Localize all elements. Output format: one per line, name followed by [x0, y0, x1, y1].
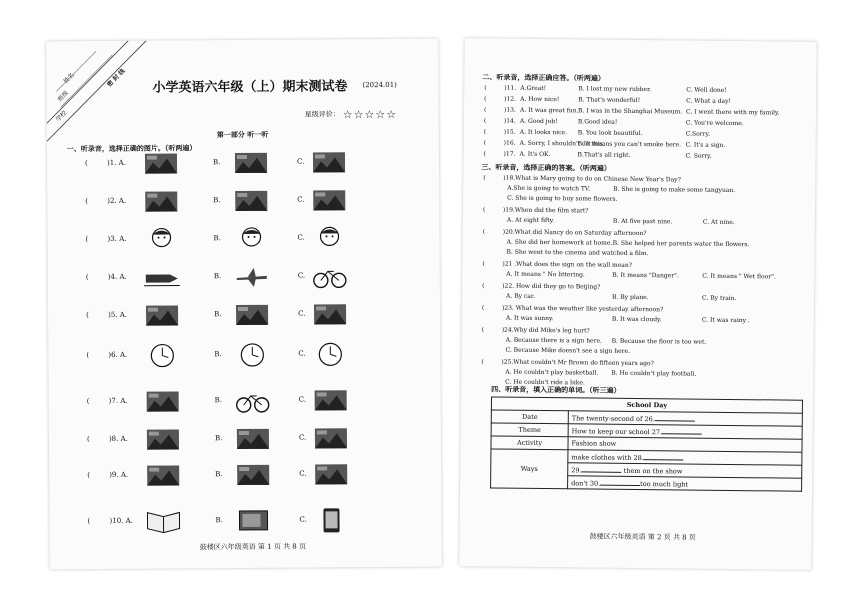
star-icon[interactable]: ☆: [342, 108, 353, 122]
answer-bracket[interactable]: (: [482, 260, 485, 268]
answer-option: B. Because the floor is too wet.: [611, 337, 707, 346]
option-b-label: B.: [213, 234, 221, 243]
painting-picture: [233, 188, 269, 218]
exam-title: 小学英语六年级（上）期末测试卷: [152, 79, 348, 96]
option-b: B. That's wonderful!: [578, 96, 641, 105]
answer-option: A. Because there is a sign here.: [505, 336, 602, 345]
answer-option: A. He couldn't play basketball.: [505, 368, 599, 377]
question-number: )12.: [504, 95, 517, 103]
class-label: 班级: [56, 89, 70, 104]
city-skyline-picture: [143, 150, 179, 180]
table-value: How to keep our school 27.: [571, 426, 663, 436]
way-suffix: too much light: [640, 479, 689, 489]
star-icon[interactable]: ☆: [364, 108, 375, 122]
table-label: Theme: [491, 423, 568, 437]
clock-picture: [144, 342, 180, 372]
star-icon[interactable]: ☆: [353, 108, 364, 122]
answer-bracket[interactable]: (: [84, 159, 88, 168]
option-c-label: C.: [299, 469, 307, 478]
picture-question: [48, 341, 440, 378]
table-label: Activity: [491, 436, 568, 450]
answer-option: A. At eight fifty.: [506, 216, 555, 225]
answer-bracket[interactable]: (: [484, 95, 487, 103]
option-c: C. I went there with my family.: [685, 108, 780, 117]
answer-bracket[interactable]: (: [86, 311, 89, 320]
reading-kids-picture: [143, 188, 179, 218]
option-a: A. It was great fun.: [519, 106, 579, 115]
question-number: )16.: [503, 139, 516, 147]
option-c-label: C.: [299, 515, 307, 524]
people-picture: [145, 388, 181, 418]
picture-question: [48, 301, 440, 338]
option-a: A. It looks nice.: [519, 128, 568, 137]
answer-option: B. He couldn't play football.: [611, 369, 697, 378]
answer-option: C. Because Mike doesn't see a sign here.: [505, 346, 631, 355]
pattern-picture: [234, 302, 270, 332]
option-c: C.Sorry.: [685, 130, 711, 138]
answer-bracket[interactable]: (: [483, 139, 487, 147]
option-c-label: C.: [298, 349, 306, 358]
answer-bracket[interactable]: (: [482, 228, 486, 236]
option-b-label: B.: [214, 310, 222, 319]
option-c-label: C.: [296, 157, 305, 166]
option-b: B.Good idea!: [577, 118, 618, 126]
picture-question: [47, 225, 439, 262]
question-number: )7. A.: [108, 396, 128, 405]
picture-question: [49, 461, 441, 498]
picture-question: [49, 387, 441, 424]
answer-option: B. At five past nine.: [612, 217, 673, 226]
option-b-label: B.: [212, 158, 221, 167]
seal-line-label: 密 封 线: [105, 67, 127, 89]
bird-picture: [312, 301, 348, 331]
school-day-table: [490, 396, 803, 491]
landscape-picture: [145, 426, 181, 456]
answer-bracket[interactable]: (: [481, 326, 485, 334]
answer-option: B. She is going to make some tangyuan.: [613, 185, 736, 195]
option-c-label: C.: [298, 433, 307, 442]
landscape-picture: [235, 426, 271, 456]
part-title: 第一部分 听一听: [216, 130, 269, 140]
question-text: )18.What is Mary going to do on Chinese New Year's Day?: [503, 174, 681, 184]
answer-option: B. By plane.: [612, 293, 649, 302]
picture-question: [47, 149, 439, 186]
table-label: Ways: [491, 449, 568, 489]
answer-blank-28[interactable]: [644, 453, 684, 460]
dark-blob-picture: [313, 387, 349, 417]
water-town-picture: [235, 462, 271, 492]
question-number: )2. A.: [107, 196, 127, 205]
answer-option: B. It was cloudy.: [611, 315, 662, 324]
option-b: B. I lost my new rubber.: [578, 85, 652, 94]
option-b-label: B.: [214, 350, 222, 359]
option-c-label: C.: [298, 309, 306, 318]
option-b-label: B.: [213, 272, 222, 281]
answer-bracket[interactable]: (: [484, 84, 487, 92]
page-2-footer: 鼓楼区六年级英语 第 2 页 共 8 页: [589, 532, 696, 542]
section-4-title: 四、听录音，填入正确的单词。（听三遍）: [491, 385, 621, 395]
train-picture: [144, 264, 180, 294]
palace-picture: [313, 461, 349, 491]
answer-option: C. He couldn't ride a bike.: [505, 378, 585, 387]
plane-picture: [234, 264, 270, 294]
question-text: )21 .What does the sign on the wall mean?: [502, 260, 632, 269]
question-text: )20.What did Nancy do on Saturday afternoon?: [502, 228, 647, 238]
bike-picture: [312, 263, 348, 293]
table-value: Fashion show: [568, 437, 802, 452]
book-picture: [145, 508, 181, 538]
answer-option: A. It means " No littering.: [506, 270, 585, 279]
bicycle-logo-picture: [235, 388, 271, 418]
option-a: A. It's OK.: [519, 150, 551, 159]
question-number: )10. A.: [109, 516, 133, 525]
table-title: School Day: [491, 397, 802, 413]
boy-figure-picture: [143, 226, 179, 256]
answer-option: C. At nine.: [702, 218, 735, 227]
option-a: A. Sorry, I shouldn't do this.: [519, 139, 605, 148]
clock-picture: [234, 342, 270, 372]
option-c-label: C.: [298, 395, 307, 404]
question-text: )24.Why did Mike's leg hurt?: [501, 326, 590, 335]
answer-bracket[interactable]: (: [481, 304, 485, 312]
answer-option: B. She went to the cinema and watched a film.: [506, 248, 649, 258]
answer-bracket[interactable]: (: [481, 358, 484, 366]
answer-bracket[interactable]: (: [86, 435, 90, 444]
option-b: B. You look beautiful.: [577, 129, 643, 138]
option-c: C. You're welcome.: [685, 119, 744, 128]
answer-bracket[interactable]: (: [87, 471, 90, 480]
table-value: The twenty-second of 26.: [571, 413, 655, 423]
option-b-label: B.: [213, 196, 221, 205]
school-label: 学校: [54, 109, 69, 124]
answer-option: A. By car.: [506, 292, 536, 300]
option-c: C. What a day!: [686, 97, 731, 105]
name-label: 姓名: [62, 71, 76, 86]
question-text: )22. How did they go to Beijing?: [502, 282, 601, 291]
question-number: )15.: [503, 128, 516, 136]
exam-page-2: [459, 38, 817, 570]
picture-question: [48, 263, 440, 300]
answer-option: B. She helped her parents water the flowers.: [612, 239, 750, 249]
answer-bracket[interactable]: (: [483, 106, 487, 114]
vase-picture: [144, 302, 180, 332]
option-c-label: C.: [297, 233, 305, 242]
answer-bracket[interactable]: (: [482, 282, 485, 290]
answer-option: A. She did her homework at home.: [506, 238, 613, 247]
star-icon[interactable]: ☆: [375, 108, 386, 122]
answer-option: C. By train.: [702, 294, 737, 303]
question-text: )23. What was the weather like yesterday afternoon?: [501, 304, 664, 314]
answer-bracket[interactable]: (: [86, 397, 90, 406]
answer-blank-26[interactable]: [655, 414, 695, 421]
question-number: )6. A.: [108, 350, 128, 359]
boy-face-picture: [311, 225, 347, 255]
way-text: 29.: [571, 465, 582, 474]
option-c: C. Well done!: [686, 86, 727, 94]
answer-option: C. It means " Wet floor".: [702, 272, 776, 281]
picture-question: [47, 187, 439, 224]
answer-option: B. It means "Danger".: [612, 271, 679, 280]
answer-bracket[interactable]: (: [482, 206, 486, 214]
answer-bracket[interactable]: (: [483, 174, 486, 182]
section-2-title: 二、听录音，选择正确应答。（听两遍）: [482, 73, 605, 83]
answer-bracket[interactable]: (: [483, 128, 487, 136]
answer-option: C. It was rainy .: [701, 316, 750, 325]
picture-question: [49, 425, 441, 462]
option-c: C. It's a sign.: [685, 141, 726, 149]
exam-page-1: [46, 39, 442, 570]
great-wall-picture: [145, 462, 181, 492]
cityscape-picture: [233, 150, 269, 180]
option-b-label: B.: [214, 396, 223, 405]
option-b: B. I was in the Shanghai Museum.: [577, 107, 683, 116]
option-b: B. It means you can't smoke here.: [577, 140, 682, 149]
question-number: )13.: [503, 106, 516, 114]
way-text: make clothes with 28.: [571, 452, 644, 462]
tv-picture: [235, 508, 271, 538]
page-1-footer: 鼓楼区六年级英语 第 1 页 共 8 页: [199, 542, 306, 552]
option-c-label: C.: [297, 271, 306, 280]
answer-blank-29[interactable]: [582, 465, 622, 472]
option-a: A. How nice!: [520, 95, 560, 104]
question-text: )25.What couldn't Mr Brown do fifteen years ago?: [501, 358, 654, 368]
buildings-picture: [311, 149, 347, 179]
answer-option: C. She is going to buy some flowers.: [507, 194, 618, 203]
answer-bracket[interactable]: (: [483, 150, 486, 158]
answer-bracket[interactable]: (: [85, 273, 89, 282]
exam-date: (2024.01): [362, 80, 397, 90]
question-text: )19.When did the film start?: [502, 206, 589, 215]
question-number: )17.: [503, 150, 516, 158]
picture-question: [49, 507, 441, 544]
option-b-label: B.: [215, 516, 223, 525]
answer-bracket[interactable]: (: [85, 235, 89, 244]
option-b-label: B.: [214, 434, 223, 443]
question-number: )4. A.: [107, 272, 127, 281]
rating-label: 星级评价：: [304, 110, 340, 119]
star-icon[interactable]: ☆: [386, 107, 397, 122]
landscape-picture: [313, 425, 349, 455]
option-b: B.That's all right.: [577, 151, 631, 159]
question-number: )8. A.: [108, 434, 128, 443]
question-number: )11.: [504, 84, 517, 92]
answer-option: A. It was sunny.: [505, 314, 554, 323]
way-suffix: them on the show: [623, 466, 683, 475]
question-number: )1. A.: [106, 158, 126, 167]
tablet-picture: [313, 507, 349, 537]
way-text: don't 30.: [571, 478, 601, 488]
answer-option: A.She is going to watch TV.: [507, 184, 591, 193]
question-number: )14.: [503, 117, 516, 125]
girl-figure-picture: [233, 226, 269, 256]
answer-bracket[interactable]: (: [483, 117, 487, 125]
section-1-title: 一、听录音，选择正确的图片。（听两遍）: [66, 144, 197, 154]
question-number: )9. A.: [109, 470, 129, 479]
question-number: )5. A.: [108, 310, 128, 319]
question-number: )3. A.: [107, 234, 127, 243]
clock-picture: [312, 341, 348, 371]
answer-blank-30[interactable]: [600, 478, 640, 485]
boy-drinking-picture: [311, 187, 347, 217]
answer-bracket[interactable]: (: [85, 197, 89, 206]
answer-blank-27[interactable]: [662, 427, 702, 434]
star-rating[interactable]: [343, 103, 398, 122]
option-c-label: C.: [297, 195, 305, 204]
table-label: Date: [491, 410, 568, 424]
answer-bracket[interactable]: (: [86, 351, 90, 360]
option-c: C. Sorry.: [685, 152, 712, 160]
option-a: A. Good job!: [519, 117, 558, 126]
option-b-label: B.: [215, 470, 223, 479]
option-a: A.Great!: [520, 84, 547, 93]
answer-bracket[interactable]: (: [87, 517, 91, 526]
section-3-title: 三、听录音，选择正确的答案。（听两遍）: [481, 163, 611, 173]
